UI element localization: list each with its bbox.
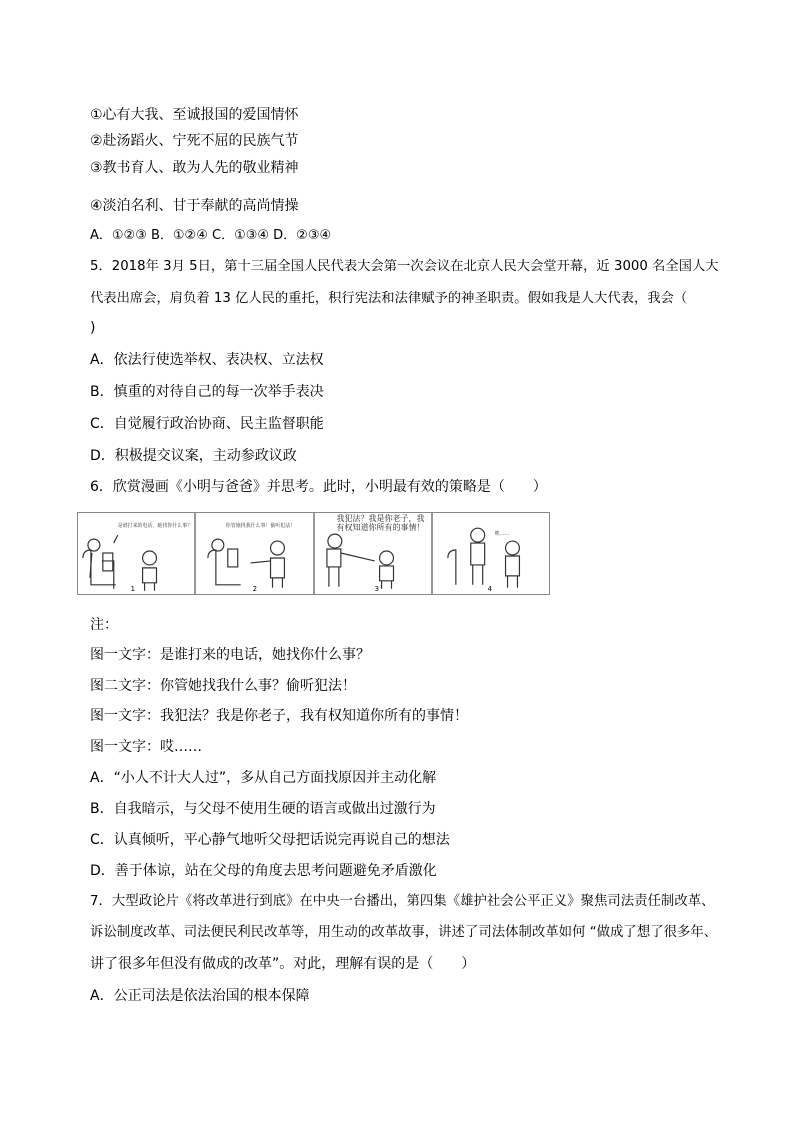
q6-option-c: C．认真倾听，平心静气地听父母把话说完再说自己的想法: [90, 832, 450, 848]
q4-item-2: ②赴汤蹈火、宁死不屈的民族气节: [90, 133, 299, 149]
bubble-text-1: 是谁打来的电话，她找你什么事？: [117, 523, 193, 530]
q7-stem-2: 诉讼制度改革、司法便民利民改革等，用生动的改革故事，讲述了司法体制改革如何 “做成了想了很多年、: [90, 925, 718, 940]
q6-option-a: A．“小人不计大人过”，多从自己方面找原因并主动化解: [90, 770, 437, 786]
panel-number-3: 3: [374, 584, 379, 593]
q6-stem: 6．欣赏漫画《小明与爸爸》并思考。此时，小明最有效的策略是（ ）: [90, 479, 547, 495]
note-3: 图一文字：我犯法？我是你老子，我有权知道你所有的事情！: [90, 708, 468, 724]
q5-option-c: C．自觉履行政治协商、民主监督职能: [90, 416, 324, 432]
note-4: 图一文字：哎……: [90, 739, 202, 755]
q5-option-b: B．慎重的对待自己的每一次举手表决: [90, 384, 324, 400]
q6-option-d: D．善于体谅，站在父母的角度去思考问题避免矛盾激化: [90, 863, 437, 879]
cartoon-panel-4: [433, 513, 549, 594]
q4-options: A．①②③ B．①②④ C．①③④ D．②③④: [90, 228, 332, 243]
q4-item-4: ④淡泊名利、甘于奉献的高尚情操: [90, 198, 299, 214]
q4-item-3: ③教书育人、敢为人先的敬业精神: [90, 160, 299, 176]
q7-stem-3: 讲了很多年但没有做成的改革”。对此，理解有误的是（ ）: [90, 956, 476, 972]
cartoon-image: [77, 512, 550, 595]
q4-item-1: ①心有大我、至诚报国的爱国情怀: [90, 107, 299, 123]
bubble-text-3: 我犯法？我是你老子，我有权知道你所有的事情！: [337, 514, 429, 532]
bubble-text-4: 唉……: [494, 531, 510, 538]
panel-number-1: 1: [130, 584, 136, 593]
cartoon-panel-3: [315, 513, 433, 594]
note-label: 注：: [90, 617, 118, 633]
q5-stem-2: 代表出席会，肩负着 13 亿人民的重托，积行宪法和法律赋予的神圣职责。假如我是人大代表，我会（: [90, 291, 688, 306]
panel-number-2: 2: [252, 584, 258, 593]
q7-option-a: A．公正司法是依法治国的根本保障: [90, 988, 310, 1004]
note-1: 图一文字：是谁打来的电话，她找你什么事？: [90, 647, 370, 663]
q5-stem-1: 5．2018年 3月 5日，第十三届全国人民代表大会第一次会议在北京人民大会堂开幕，近 3000 名全国人大: [90, 259, 719, 274]
note-2: 图二文字：你管她找我什么事？偷听犯法！: [90, 678, 356, 694]
q7-stem-1: 7．大型政论片《将改革进行到底》在中央一台播出，第四集《雄护社会公平正义》聚焦司法责任制改革、: [90, 894, 715, 909]
panel-number-4: 4: [487, 584, 492, 593]
cartoon-panel-2: [196, 513, 314, 594]
bubble-text-2: 你管她找我什么事！偷听犯法！: [226, 523, 296, 530]
q6-option-b: B．自我暗示，与父母不使用生硬的语言或做出过激行为: [90, 801, 436, 817]
q5-stem-3: ): [90, 320, 96, 336]
q5-option-d: D．积极提交议案，主动参政议政: [90, 448, 297, 464]
q5-option-a: A．依法行使选举权、表决权、立法权: [90, 352, 324, 368]
cartoon-panel-1: [78, 513, 196, 594]
